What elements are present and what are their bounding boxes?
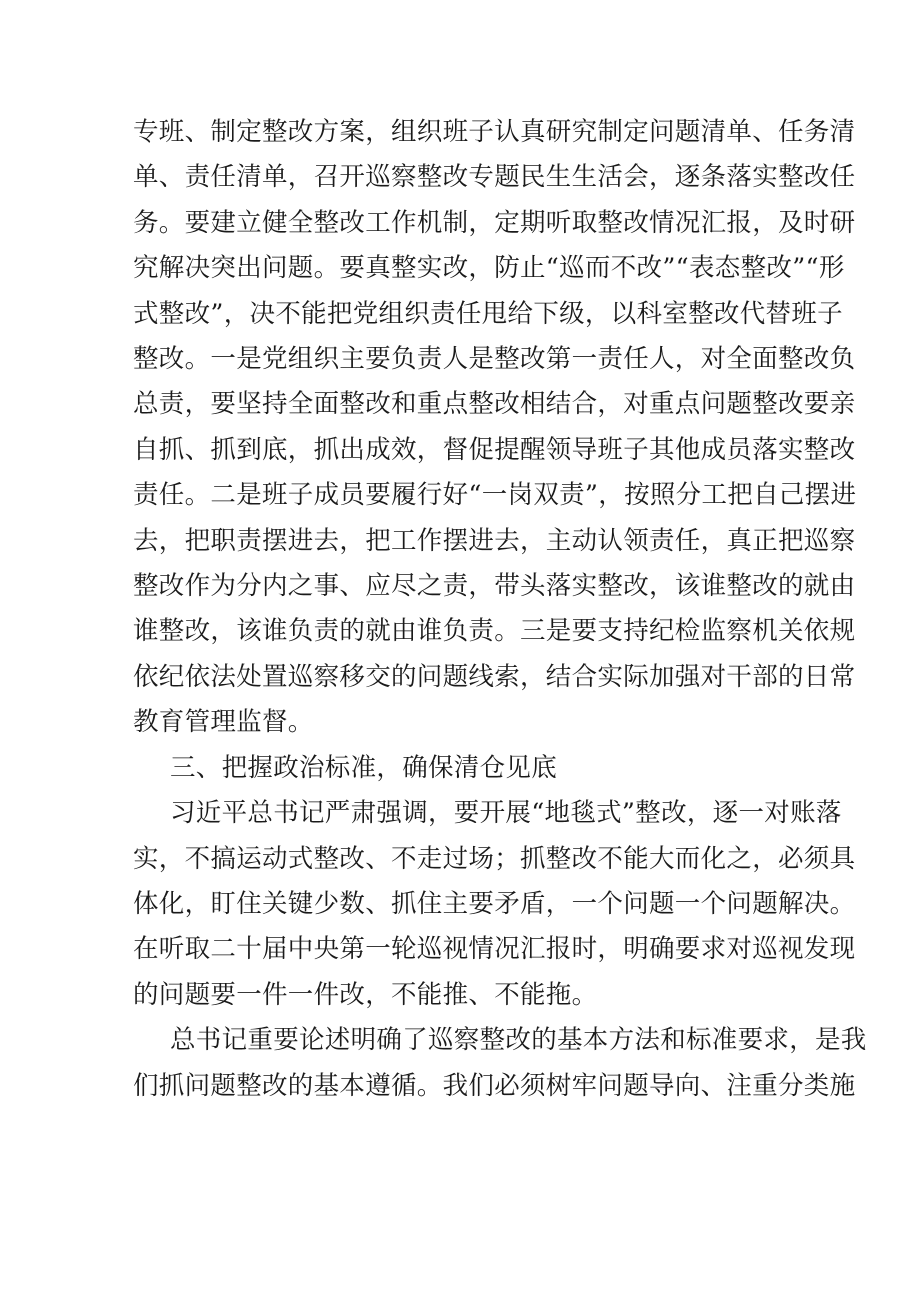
text-line: 自抓、抓到底，抓出成效，督促提醒领导班子其他成员落实整改 [133,434,856,465]
text-line: 总责，要坚持全面整改和重点整改相结合，对重点问题整改要亲 [133,389,856,420]
section-heading-text: 三、把握政治标准，确保清仓见底 [170,752,558,783]
text-line: 的问题要一件一件改，不能推、不能拖。 [133,979,598,1010]
paragraph-rectification-responsibility [133,110,857,746]
text-line: 体化，盯住关键少数、抓住主要矛盾，一个问题一个问题解决。 [133,888,856,919]
text-line: 究解决突出问题。要真整实改，防止“巡而不改”“表态整改”“形 [133,253,845,284]
text-line: 去，把职责摆进去，把工作摆进去，主动认领责任，真正把巡察 [133,525,856,556]
text-line: 们抓问题整改的基本遵循。我们必须树牢问题导向、注重分类施 [133,1070,856,1101]
document-body [133,110,867,1109]
text-line: 谁整改，该谁负责的就由谁负责。三是要支持纪检监察机关依规 [133,616,856,647]
text-line: 教育管理监督。 [133,707,314,738]
text-line: 整改。一是党组织主要负责人是整改第一责任人，对全面整改负 [133,344,856,375]
text-line: 依纪依法处置巡察移交的问题线索，结合实际加强对干部的日常 [133,661,856,692]
text-line: 单、责任清单，召开巡察整改专题民生生活会，逐条落实整改任 [133,162,856,193]
text-line: 实，不搞运动式整改、不走过场；抓整改不能大而化之，必须具 [133,843,856,874]
section-heading [133,746,793,791]
text-line: 式整改”，决不能把党组织责任甩给下级，以科室整改代替班子 [133,298,843,329]
text-line: 在听取二十届中央第一轮巡视情况汇报时，明确要求对巡视发现 [133,934,856,965]
text-line: 务。要建立健全整改工作机制，定期听取整改情况汇报，及时研 [133,207,856,238]
text-line: 习近平总书记严肃强调，要开展“地毯式”整改，逐一对账落 [170,798,842,829]
text-line: 总书记重要论述明确了巡察整改的基本方法和标准要求，是我 [170,1025,867,1056]
text-line: 专班、制定整改方案，组织班子认真研究制定问题清单、任务清 [133,117,856,147]
paragraph-basic-method [133,1018,867,1109]
text-line: 整改作为分内之事、应尽之责，带头落实整改，该谁整改的就由 [133,571,856,602]
paragraph-xi-remarks [133,791,856,1018]
text-line: 责任。二是班子成员要履行好“一岗双责”，按照分工把自己摆进 [133,480,857,511]
